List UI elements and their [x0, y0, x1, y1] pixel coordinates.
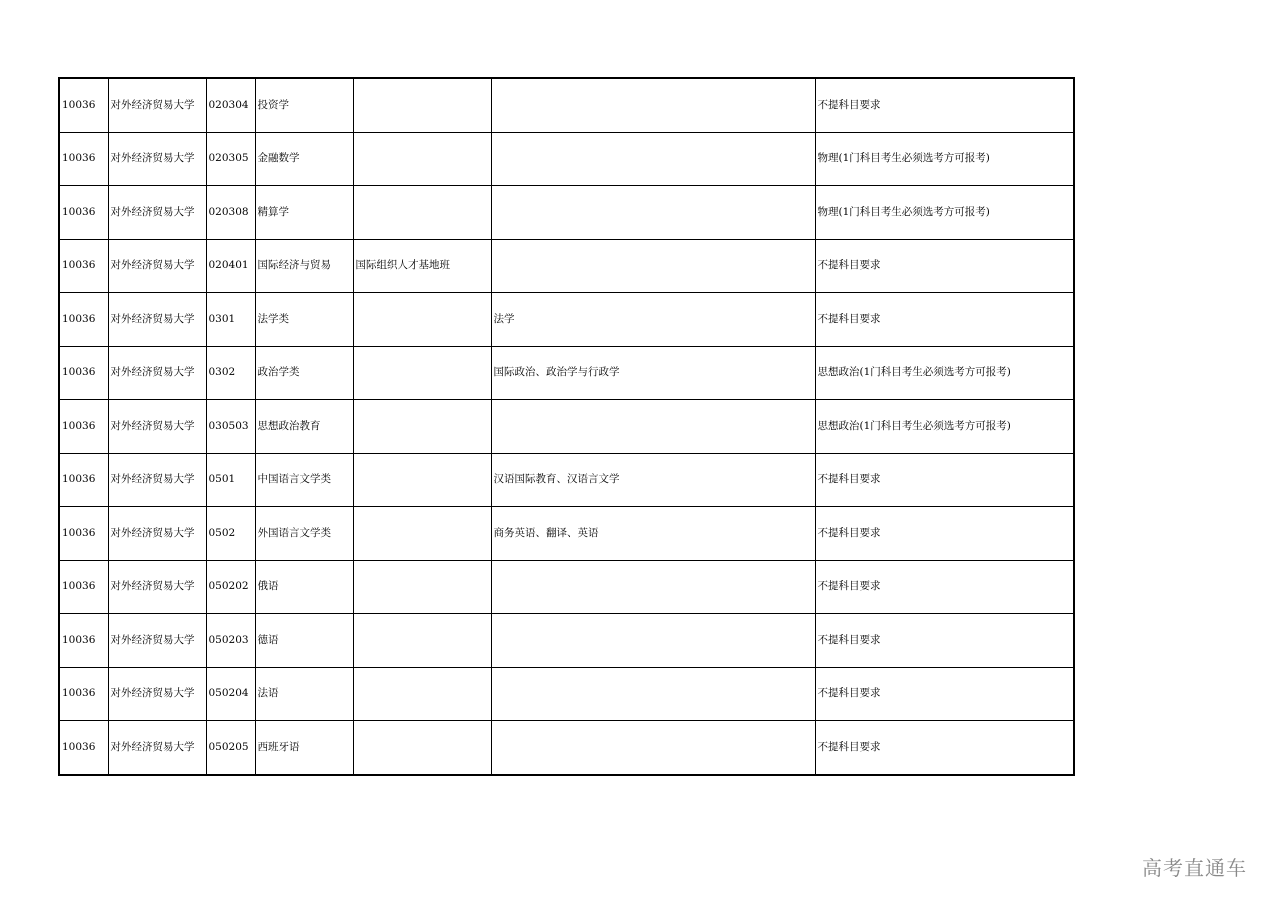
- included-majors-cell: [491, 667, 815, 721]
- remark-cell: [353, 186, 491, 240]
- major-name-cell: 法语: [255, 667, 353, 721]
- school-name-cell: 对外经济贸易大学: [108, 560, 206, 614]
- subject-requirement-cell: 不提科目要求: [815, 721, 1074, 775]
- subject-requirement-cell: 物理(1门科目考生必须选考方可报考): [815, 132, 1074, 186]
- school-code-cell: 10036: [59, 132, 108, 186]
- major-code-cell: 0501: [206, 453, 255, 507]
- major-code-cell: 0301: [206, 293, 255, 347]
- remark-cell: [353, 346, 491, 400]
- major-code-cell: 0302: [206, 346, 255, 400]
- school-name-cell: 对外经济贸易大学: [108, 239, 206, 293]
- major-code-cell: 050204: [206, 667, 255, 721]
- included-majors-cell: 法学: [491, 293, 815, 347]
- school-name-cell: 对外经济贸易大学: [108, 186, 206, 240]
- table-row: [59, 186, 1074, 240]
- table-row: [59, 346, 1074, 400]
- major-name-cell: 国际经济与贸易: [255, 239, 353, 293]
- table-row: [59, 78, 1074, 132]
- school-name-cell: 对外经济贸易大学: [108, 721, 206, 775]
- remark-cell: [353, 453, 491, 507]
- school-code-cell: 10036: [59, 293, 108, 347]
- table-row: [59, 293, 1074, 347]
- remark-cell: 国际组织人才基地班: [353, 239, 491, 293]
- included-majors-cell: 商务英语、翻译、英语: [491, 507, 815, 561]
- school-code-cell: 10036: [59, 239, 108, 293]
- subject-requirement-cell: 不提科目要求: [815, 293, 1074, 347]
- remark-cell: [353, 721, 491, 775]
- school-code-cell: 10036: [59, 453, 108, 507]
- major-code-cell: 050205: [206, 721, 255, 775]
- major-name-cell: 思想政治教育: [255, 400, 353, 454]
- subject-requirement-cell: 不提科目要求: [815, 614, 1074, 668]
- included-majors-cell: [491, 560, 815, 614]
- remark-cell: [353, 614, 491, 668]
- major-name-cell: 政治学类: [255, 346, 353, 400]
- included-majors-cell: [491, 614, 815, 668]
- major-name-cell: 中国语言文学类: [255, 453, 353, 507]
- school-name-cell: 对外经济贸易大学: [108, 453, 206, 507]
- school-name-cell: 对外经济贸易大学: [108, 132, 206, 186]
- school-code-cell: 10036: [59, 560, 108, 614]
- school-name-cell: 对外经济贸易大学: [108, 400, 206, 454]
- remark-cell: [353, 667, 491, 721]
- major-name-cell: 德语: [255, 614, 353, 668]
- major-code-cell: 030503: [206, 400, 255, 454]
- major-code-cell: 020401: [206, 239, 255, 293]
- table-row: [59, 667, 1074, 721]
- subject-requirement-cell: 不提科目要求: [815, 78, 1074, 132]
- school-name-cell: 对外经济贸易大学: [108, 346, 206, 400]
- subject-requirement-cell: 不提科目要求: [815, 239, 1074, 293]
- major-name-cell: 金融数学: [255, 132, 353, 186]
- remark-cell: [353, 507, 491, 561]
- school-name-cell: 对外经济贸易大学: [108, 507, 206, 561]
- table-row: [59, 400, 1074, 454]
- school-code-cell: 10036: [59, 186, 108, 240]
- included-majors-cell: [491, 132, 815, 186]
- remark-cell: [353, 400, 491, 454]
- subject-requirement-cell: 不提科目要求: [815, 453, 1074, 507]
- subject-requirement-cell: 思想政治(1门科目考生必须选考方可报考): [815, 400, 1074, 454]
- included-majors-cell: 汉语国际教育、汉语言文学: [491, 453, 815, 507]
- subject-requirement-cell: 不提科目要求: [815, 507, 1074, 561]
- major-name-cell: 投资学: [255, 78, 353, 132]
- included-majors-cell: 国际政治、政治学与行政学: [491, 346, 815, 400]
- major-code-cell: 020308: [206, 186, 255, 240]
- major-code-cell: 0502: [206, 507, 255, 561]
- table-row: [59, 239, 1074, 293]
- table-row: [59, 560, 1074, 614]
- table-body: [59, 78, 1074, 775]
- subject-requirements-table: [58, 77, 1075, 776]
- major-code-cell: 020305: [206, 132, 255, 186]
- included-majors-cell: [491, 186, 815, 240]
- school-name-cell: 对外经济贸易大学: [108, 667, 206, 721]
- major-name-cell: 西班牙语: [255, 721, 353, 775]
- subject-requirement-cell: 不提科目要求: [815, 560, 1074, 614]
- school-name-cell: 对外经济贸易大学: [108, 78, 206, 132]
- school-code-cell: 10036: [59, 721, 108, 775]
- major-name-cell: 俄语: [255, 560, 353, 614]
- included-majors-cell: [491, 721, 815, 775]
- table-row: [59, 453, 1074, 507]
- major-name-cell: 外国语言文学类: [255, 507, 353, 561]
- subject-requirement-cell: 物理(1门科目考生必须选考方可报考): [815, 186, 1074, 240]
- included-majors-cell: [491, 400, 815, 454]
- school-code-cell: 10036: [59, 78, 108, 132]
- major-code-cell: 050203: [206, 614, 255, 668]
- subject-requirement-cell: 不提科目要求: [815, 667, 1074, 721]
- table-row: [59, 132, 1074, 186]
- included-majors-cell: [491, 239, 815, 293]
- major-code-cell: 020304: [206, 78, 255, 132]
- school-code-cell: 10036: [59, 614, 108, 668]
- school-code-cell: 10036: [59, 667, 108, 721]
- major-name-cell: 法学类: [255, 293, 353, 347]
- remark-cell: [353, 132, 491, 186]
- remark-cell: [353, 560, 491, 614]
- subject-requirement-cell: 思想政治(1门科目考生必须选考方可报考): [815, 346, 1074, 400]
- remark-cell: [353, 293, 491, 347]
- school-name-cell: 对外经济贸易大学: [108, 614, 206, 668]
- school-code-cell: 10036: [59, 400, 108, 454]
- school-name-cell: 对外经济贸易大学: [108, 293, 206, 347]
- watermark-text: 高考直通车: [1142, 856, 1247, 880]
- included-majors-cell: [491, 78, 815, 132]
- school-code-cell: 10036: [59, 346, 108, 400]
- table-row: [59, 614, 1074, 668]
- table-row: [59, 507, 1074, 561]
- school-code-cell: 10036: [59, 507, 108, 561]
- major-code-cell: 050202: [206, 560, 255, 614]
- table-row: [59, 721, 1074, 775]
- major-name-cell: 精算学: [255, 186, 353, 240]
- remark-cell: [353, 78, 491, 132]
